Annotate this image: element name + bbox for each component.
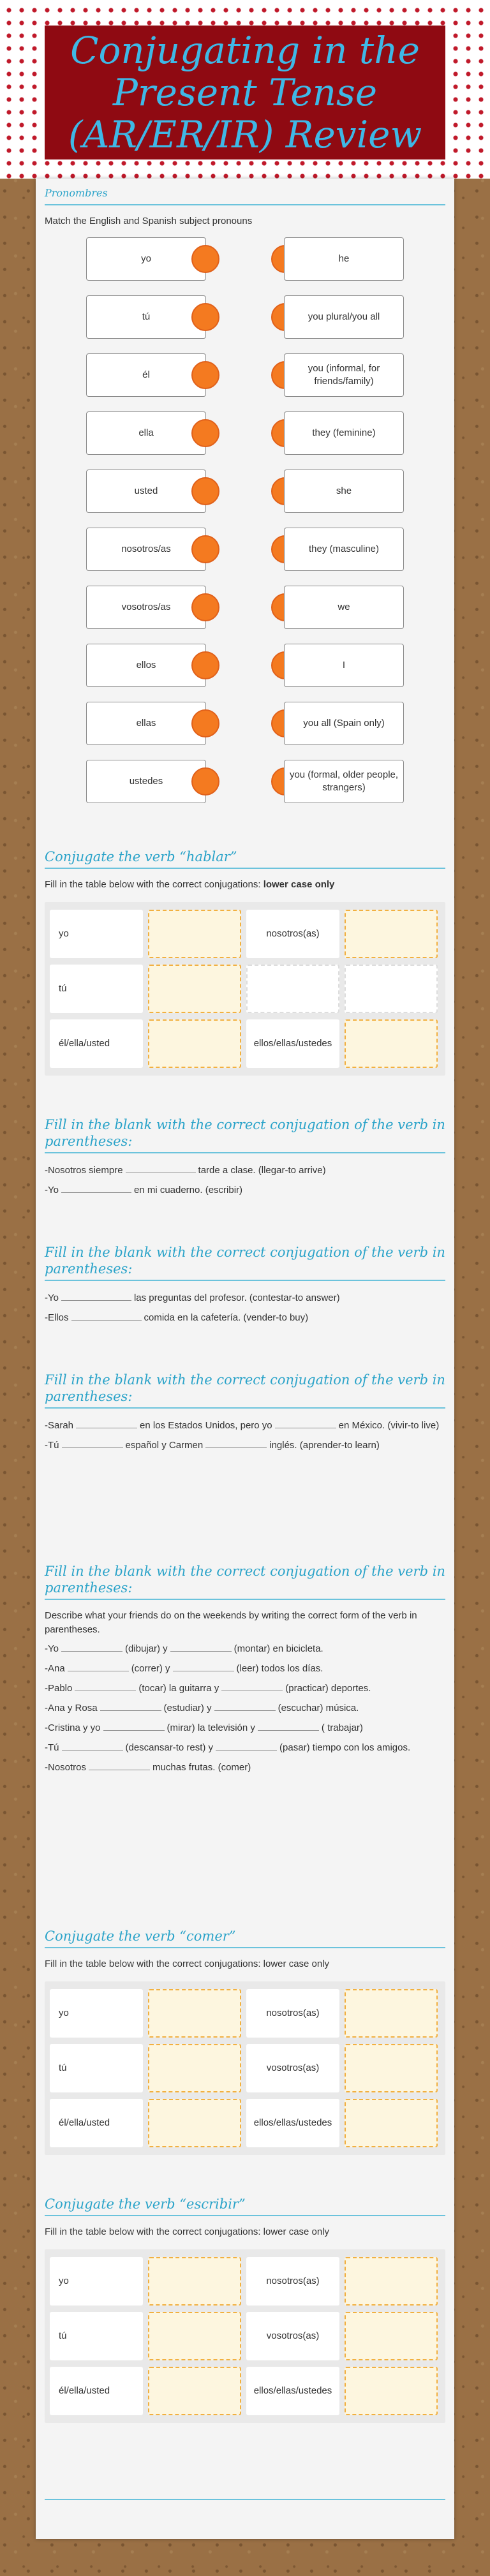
- spanish-pronoun-box[interactable]: ella: [86, 411, 206, 455]
- comer-drop-ellos[interactable]: [345, 2099, 438, 2147]
- hablar-drop-tu[interactable]: [148, 965, 241, 1013]
- comer-drop-tu[interactable]: [148, 2044, 241, 2092]
- match-handle-left[interactable]: [191, 245, 219, 273]
- fill3-section: [45, 1372, 445, 1453]
- comer-table: [45, 1981, 445, 2155]
- comer-drop-yo[interactable]: [148, 1989, 241, 2038]
- hablar-label-ellos: ellos/ellas/ustedes: [246, 1019, 339, 1068]
- worksheet-card: [36, 179, 454, 2539]
- english-pronoun-box[interactable]: you (informal, for friends/family): [284, 353, 404, 397]
- fill4-line: -Ana y Rosa (estudiar) y (escuchar) música.: [45, 1700, 445, 1716]
- english-pronoun-box[interactable]: she: [284, 470, 404, 513]
- blank-input[interactable]: [275, 1418, 336, 1428]
- comer-label-nosotros: nosotros(as): [246, 1989, 339, 2038]
- match-handle-left[interactable]: [191, 361, 219, 389]
- blank-input[interactable]: [216, 1740, 277, 1751]
- fill1-line-2: -Yo en mi cuaderno. (escribir): [45, 1182, 445, 1198]
- blank-input[interactable]: [173, 1661, 234, 1671]
- comer-label-ellos: ellos/ellas/ustedes: [246, 2099, 339, 2147]
- match-row: [45, 470, 445, 528]
- match-row: [45, 295, 445, 353]
- spanish-pronoun-box[interactable]: ustedes: [86, 760, 206, 803]
- hablar-label-el: él/ella/usted: [50, 1019, 143, 1068]
- fill2-section: [45, 1244, 445, 1326]
- blank-input[interactable]: [221, 1680, 283, 1691]
- english-pronoun-box[interactable]: I: [284, 644, 404, 687]
- escribir-instruction: Fill in the table below with the correct conjugations: lower case only: [45, 2226, 330, 2237]
- match-handle-left[interactable]: [191, 477, 219, 505]
- escribir-label-yo: yo: [50, 2257, 143, 2306]
- match-row: [45, 411, 445, 470]
- fill4-line: -Yo (dibujar) y (montar) en bicicleta.: [45, 1641, 445, 1657]
- hablar-drop-el[interactable]: [148, 1019, 241, 1068]
- english-pronoun-box[interactable]: you all (Spain only): [284, 702, 404, 745]
- fill4-lines: [45, 1641, 445, 1775]
- escribir-drop-el[interactable]: [148, 2367, 241, 2415]
- escribir-title: Conjugate the verb “escribir”: [45, 2196, 445, 2216]
- fill4-line: -Nosotros muchas frutas. (comer): [45, 1759, 445, 1775]
- comer-label-el: él/ella/usted: [50, 2099, 143, 2147]
- escribir-drop-nosotros[interactable]: [345, 2257, 438, 2306]
- escribir-label-el: él/ella/usted: [50, 2367, 143, 2415]
- english-pronoun-box[interactable]: you plural/you all: [284, 295, 404, 339]
- blank-input[interactable]: [89, 1759, 150, 1770]
- english-pronoun-box[interactable]: you (formal, older people, strangers): [284, 760, 404, 803]
- hablar-drop-ellos[interactable]: [345, 1019, 438, 1068]
- comer-drop-vosotros[interactable]: [345, 2044, 438, 2092]
- fill4-line: -Pablo (tocar) la guitarra y (practicar) deportes.: [45, 1680, 445, 1696]
- hablar-drop-nosotros[interactable]: [345, 910, 438, 958]
- hablar-drop-yo[interactable]: [148, 910, 241, 958]
- blank-input[interactable]: [61, 1641, 122, 1652]
- blank-input[interactable]: [61, 1182, 131, 1193]
- match-row: [45, 702, 445, 760]
- match-handle-left[interactable]: [191, 593, 219, 621]
- spanish-pronoun-box[interactable]: tú: [86, 295, 206, 339]
- comer-section: [45, 1928, 445, 2155]
- match-handle-left[interactable]: [191, 651, 219, 679]
- match-row: [45, 644, 445, 702]
- spanish-pronoun-box[interactable]: yo: [86, 237, 206, 281]
- comer-drop-el[interactable]: [148, 2099, 241, 2147]
- spanish-pronoun-box[interactable]: usted: [86, 470, 206, 513]
- spanish-pronoun-box[interactable]: vosotros/as: [86, 586, 206, 629]
- hablar-label-nosotros: nosotros(as): [246, 910, 339, 958]
- fill2-title: Fill in the blank with the correct conjugation of the verb in parentheses:: [45, 1244, 445, 1281]
- match-row: [45, 586, 445, 644]
- blank-input[interactable]: [258, 1720, 319, 1731]
- hablar-label-tu: tú: [50, 965, 143, 1013]
- comer-drop-nosotros[interactable]: [345, 1989, 438, 2038]
- fill4-instruction: Describe what your friends do on the weekends by writing the correct form of the verb in parentheses.: [45, 1610, 417, 1635]
- blank-input[interactable]: [71, 1310, 142, 1321]
- blank-input[interactable]: [68, 1661, 129, 1671]
- blank-input[interactable]: [103, 1720, 165, 1731]
- spanish-pronoun-box[interactable]: ellos: [86, 644, 206, 687]
- comer-label-vosotros: vosotros(as): [246, 2044, 339, 2092]
- blank-input[interactable]: [75, 1680, 136, 1691]
- match-handle-left[interactable]: [191, 303, 219, 331]
- escribir-section: [45, 2196, 445, 2423]
- escribir-label-ellos: ellos/ellas/ustedes: [246, 2367, 339, 2415]
- fill4-section: [45, 1563, 445, 1775]
- fill4-title: Fill in the blank with the correct conjugation of the verb in parentheses:: [45, 1563, 445, 1600]
- english-pronoun-box[interactable]: we: [284, 586, 404, 629]
- match-row: [45, 237, 445, 295]
- blank-input[interactable]: [62, 1740, 123, 1751]
- match-handle-left[interactable]: [191, 767, 219, 796]
- blank-input[interactable]: [170, 1641, 232, 1652]
- fill4-line: -Tú (descansar-to rest) y (pasar) tiempo con los amigos.: [45, 1740, 445, 1756]
- fill1-line-1: -Nosotros siempre tarde a clase. (llegar-to arrive): [45, 1162, 445, 1178]
- escribir-drop-yo[interactable]: [148, 2257, 241, 2306]
- hablar-title: Conjugate the verb “hablar”: [45, 848, 445, 869]
- blank-input[interactable]: [214, 1700, 276, 1711]
- blank-input[interactable]: [62, 1437, 123, 1448]
- blank-input[interactable]: [76, 1418, 137, 1428]
- comer-label-tu: tú: [50, 2044, 143, 2092]
- match-row: [45, 760, 445, 818]
- match-handle-left[interactable]: [191, 419, 219, 447]
- page-title: Conjugating in the Present Tense (AR/ER/IR) Review: [68, 29, 422, 156]
- hablar-label-yo: yo: [50, 910, 143, 958]
- match-row: [45, 353, 445, 411]
- escribir-label-nosotros: nosotros(as): [246, 2257, 339, 2306]
- fill3-title: Fill in the blank with the correct conjugation of the verb in parentheses:: [45, 1372, 445, 1409]
- blank-input[interactable]: [126, 1162, 196, 1173]
- spanish-pronoun-box[interactable]: ellas: [86, 702, 206, 745]
- blank-input[interactable]: [61, 1290, 131, 1301]
- escribir-drop-vosotros[interactable]: [345, 2312, 438, 2360]
- escribir-label-vosotros: vosotros(as): [246, 2312, 339, 2360]
- blank-input[interactable]: [100, 1700, 161, 1711]
- fill3-line-1: -Sarah en los Estados Unidos, pero yo en México. (vivir-to live): [45, 1418, 445, 1433]
- blank-input[interactable]: [205, 1437, 267, 1448]
- fill3-line-2: -Tú español y Carmen inglés. (aprender-to learn): [45, 1437, 445, 1453]
- comer-title: Conjugate the verb “comer”: [45, 1928, 445, 1948]
- comer-label-yo: yo: [50, 1989, 143, 2038]
- fill2-line-1: -Yo las preguntas del profesor. (contestar-to answer): [45, 1290, 445, 1306]
- pronombres-title: Pronombres: [45, 185, 445, 205]
- pronombres-section: [45, 185, 445, 818]
- match-rows: [45, 237, 445, 818]
- pronombres-instruction: Match the English and Spanish subject pronouns: [45, 216, 253, 226]
- match-handle-left[interactable]: [191, 535, 219, 563]
- fill1-title: Fill in the blank with the correct conjugation of the verb in parentheses:: [45, 1116, 445, 1153]
- fill4-line: -Ana (correr) y (leer) todos los días.: [45, 1661, 445, 1677]
- hablar-section: [45, 848, 445, 1076]
- hablar-table: [45, 902, 445, 1076]
- escribir-drop-tu[interactable]: [148, 2312, 241, 2360]
- escribir-table: [45, 2249, 445, 2423]
- footer-divider: [45, 2499, 445, 2500]
- hablar-instruction: Fill in the table below with the correct conjugations: lower case only: [45, 879, 335, 890]
- hablar-empty-cell: [246, 965, 339, 1013]
- fill1-section: [45, 1116, 445, 1198]
- spanish-pronoun-box[interactable]: nosotros/as: [86, 528, 206, 571]
- english-pronoun-box[interactable]: they (feminine): [284, 411, 404, 455]
- fill2-line-2: -Ellos comida en la cafetería. (vender-to buy): [45, 1310, 445, 1326]
- spanish-pronoun-box[interactable]: él: [86, 353, 206, 397]
- comer-instruction: Fill in the table below with the correct conjugations: lower case only: [45, 1958, 330, 1969]
- fill4-line: -Cristina y yo (mirar) la televisión y ( trabajar): [45, 1720, 445, 1736]
- escribir-drop-ellos[interactable]: [345, 2367, 438, 2415]
- english-pronoun-box[interactable]: they (masculine): [284, 528, 404, 571]
- escribir-label-tu: tú: [50, 2312, 143, 2360]
- title-banner: [45, 26, 445, 159]
- english-pronoun-box[interactable]: he: [284, 237, 404, 281]
- hablar-empty-drop: [345, 965, 438, 1013]
- match-handle-left[interactable]: [191, 709, 219, 737]
- match-row: [45, 528, 445, 586]
